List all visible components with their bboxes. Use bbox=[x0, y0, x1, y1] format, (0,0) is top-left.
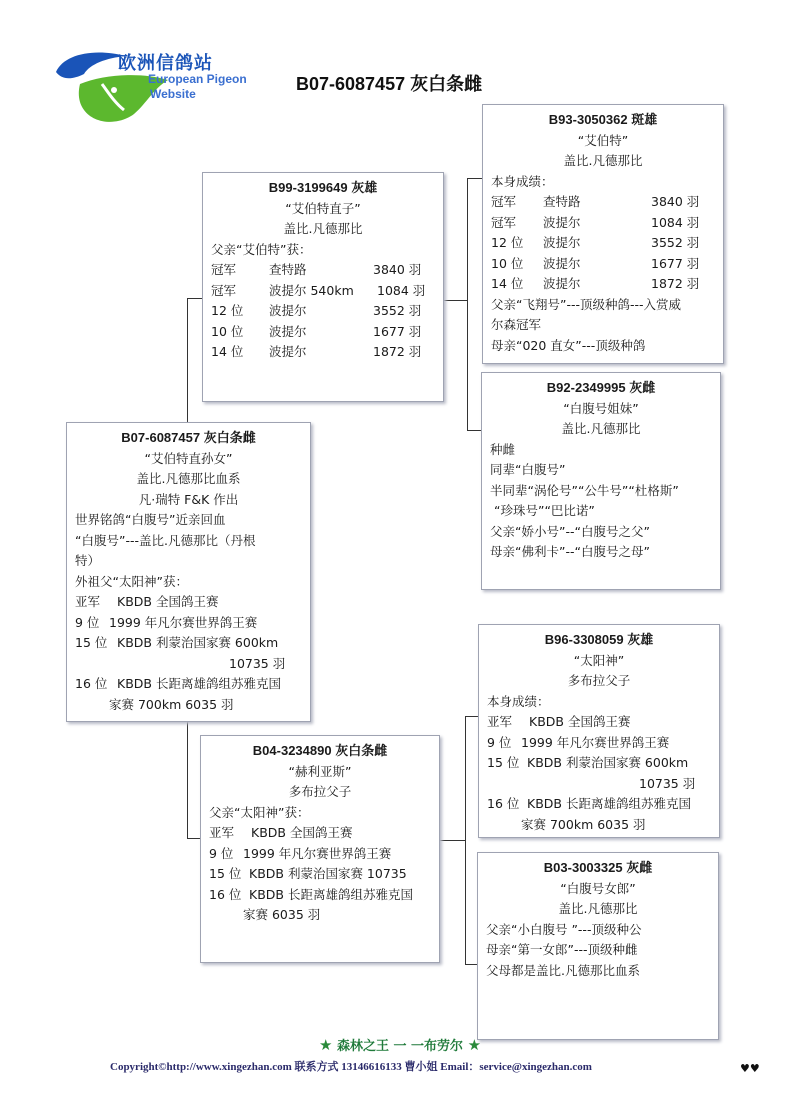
result-count: 1677 羽 bbox=[373, 323, 422, 339]
result-row bbox=[211, 281, 435, 302]
main-note-3: 特） bbox=[75, 553, 101, 568]
result-place: 14 位 bbox=[211, 344, 244, 359]
ss-nickname: “艾伯特” bbox=[577, 132, 629, 148]
result-count: 1084 羽 bbox=[377, 282, 426, 298]
logo-en-line1: European Pigeon bbox=[148, 72, 247, 86]
dam-results-intro: 父亲“太阳神”获： bbox=[209, 804, 310, 820]
dam-breeder: 多布拉父子 bbox=[288, 784, 352, 799]
sd-line: 种雌 bbox=[490, 441, 516, 457]
hearts-icon: ♥♥ bbox=[740, 1062, 760, 1075]
result-race: 1999 年凡尔赛世界鸽王赛 bbox=[521, 734, 670, 750]
result-race: 查特路 bbox=[543, 194, 581, 209]
result-place: 9 位 bbox=[75, 614, 100, 630]
footer-copyright[interactable]: Copyright©http://www.xingezhan.com 联系方式 13146616133 曹小姐 Email：service@xingezhan.com bbox=[110, 1061, 592, 1073]
result-count: 3840 羽 bbox=[373, 262, 422, 277]
result-race: KBDB 全国鸽王赛 bbox=[251, 825, 353, 840]
main-bloodline: 盖比.凡德那比血系 bbox=[136, 471, 241, 486]
result-row bbox=[487, 733, 711, 754]
ds-ring-number: B96-3308059 灰雄 bbox=[544, 632, 654, 647]
result-count: 3552 羽 bbox=[373, 303, 422, 318]
dam-dam-card bbox=[477, 852, 719, 1040]
result-place: 15 位 bbox=[487, 755, 520, 770]
connector-ss-h bbox=[467, 178, 482, 179]
logo-english-text bbox=[148, 72, 247, 102]
sd-ring-number: B92-2349995 灰雌 bbox=[546, 380, 656, 395]
sire-nickname: “艾伯特直子” bbox=[285, 200, 361, 216]
dd-breeder: 盖比.凡德那比 bbox=[558, 901, 638, 916]
result-row bbox=[209, 864, 431, 885]
result-race: 1999 年凡尔赛世界鸽王赛 bbox=[109, 614, 258, 630]
result-place: 15 位 bbox=[209, 866, 242, 881]
result-row bbox=[209, 885, 431, 906]
result-count: 1872 羽 bbox=[651, 276, 700, 291]
result-race: KBDB 全国鸽王赛 bbox=[117, 594, 219, 609]
connector-sire-out bbox=[444, 300, 468, 301]
result-race: 波提尔 bbox=[269, 303, 307, 318]
result-count: 3840 羽 bbox=[651, 194, 700, 209]
connector-dam-vertical bbox=[465, 716, 466, 964]
connector-dam-h bbox=[187, 838, 200, 839]
star-icon: ★ bbox=[318, 1036, 333, 1054]
connector-sd-h bbox=[467, 430, 481, 431]
result-race: KBDB 利蒙治国家赛 10735 bbox=[249, 866, 407, 881]
result-place: 亚军 bbox=[209, 825, 235, 840]
result-row-cont: 10735 羽 bbox=[229, 655, 286, 671]
result-place: 亚军 bbox=[75, 594, 101, 609]
ds-nickname: “太阳神” bbox=[573, 652, 625, 668]
ss-mother: 母亲“020 直女”---顶级种鸽 bbox=[491, 337, 646, 353]
footer-motto bbox=[0, 1035, 800, 1054]
dam-ring-number: B04-3234890 灰白条雌 bbox=[252, 743, 388, 758]
sd-line: 母亲“佛利卡”--“白腹号之母” bbox=[490, 544, 650, 559]
result-row bbox=[211, 301, 435, 322]
result-row bbox=[487, 794, 711, 815]
result-count: 1872 羽 bbox=[373, 344, 422, 359]
ss-results-intro: 本身成绩： bbox=[491, 173, 554, 189]
result-row bbox=[487, 712, 711, 733]
result-row-cont: 家赛 6035 羽 bbox=[243, 907, 321, 922]
sd-breeder: 盖比.凡德那比 bbox=[561, 421, 641, 436]
result-race: 查特路 bbox=[269, 262, 307, 277]
connector-dd-h bbox=[465, 964, 477, 965]
ss-breeder: 盖比.凡德那比 bbox=[563, 153, 643, 168]
result-race: 波提尔 bbox=[543, 214, 581, 230]
result-place: 16 位 bbox=[75, 676, 108, 691]
page-title: B07-6087457 灰白条雌 bbox=[296, 74, 483, 94]
result-race: KBDB 利蒙治国家赛 600km bbox=[527, 755, 689, 770]
connector-main-sire bbox=[187, 298, 188, 422]
result-row bbox=[211, 342, 435, 363]
connector-ds-h bbox=[465, 716, 478, 717]
result-race: 波提尔 bbox=[269, 344, 307, 359]
main-note-2: “白腹号”---盖比.凡德那比（丹根 bbox=[75, 532, 256, 548]
sire-dam-card bbox=[481, 372, 721, 590]
result-race: 波提尔 bbox=[543, 255, 581, 271]
sd-line: “珍珠号”“巴比诺” bbox=[494, 503, 595, 518]
result-place: 12 位 bbox=[211, 303, 244, 318]
site-logo[interactable] bbox=[50, 44, 290, 128]
result-row bbox=[75, 613, 302, 634]
ss-father: 父亲“飞翔号”---顶级种鸽---入赏威 bbox=[491, 296, 682, 312]
logo-chinese-text: 欧洲信鸽站 bbox=[118, 53, 213, 74]
result-row-cont: 家赛 700km 6035 羽 bbox=[109, 696, 234, 712]
result-count: 3552 羽 bbox=[651, 235, 700, 250]
result-place: 10 位 bbox=[491, 255, 524, 271]
motto-text: 森林之王 一 一布劳尔 bbox=[336, 1039, 464, 1054]
dam-nickname: “赫利亚斯” bbox=[288, 763, 352, 779]
ss-father-cont: 尔森冠军 bbox=[491, 317, 542, 332]
main-results-intro: 外祖父“太阳神”获： bbox=[75, 573, 188, 589]
result-place: 14 位 bbox=[491, 276, 524, 291]
result-place: 15 位 bbox=[75, 635, 108, 650]
connector-sire-h bbox=[187, 298, 202, 299]
sd-line: 同辈“白腹号” bbox=[490, 462, 566, 477]
ss-ring-number: B93-3050362 斑雄 bbox=[548, 112, 658, 127]
result-row bbox=[491, 274, 715, 295]
result-row bbox=[491, 192, 715, 213]
main-pigeon-card bbox=[66, 422, 311, 722]
main-bred-by: 凡·瑞特 F&K 作出 bbox=[138, 491, 239, 507]
result-race: 波提尔 bbox=[269, 323, 307, 339]
sd-nickname: “白腹号姐妹” bbox=[563, 400, 639, 416]
result-place: 亚军 bbox=[487, 714, 513, 729]
ds-results-intro: 本身成绩： bbox=[487, 693, 550, 709]
dd-nickname: “白腹号女郎” bbox=[560, 880, 636, 896]
logo-en-line2: Website bbox=[150, 87, 196, 101]
result-place: 冠军 bbox=[211, 262, 237, 277]
result-race: KBDB 利蒙治国家赛 600km bbox=[117, 635, 279, 650]
result-row bbox=[211, 322, 435, 343]
result-row bbox=[209, 844, 431, 865]
sd-line: 半同辈“涡伦号”“公牛号”“杜格斯” bbox=[490, 482, 679, 498]
result-race: 1999 年凡尔赛世界鸽王赛 bbox=[243, 845, 392, 861]
result-row-cont: 家赛 700km 6035 羽 bbox=[521, 816, 646, 832]
main-note-1: 世界铭鸽“白腹号”近亲回血 bbox=[75, 512, 226, 527]
result-race: 波提尔 bbox=[543, 276, 581, 291]
result-row bbox=[75, 592, 302, 613]
sire-results-intro: 父亲“艾伯特”获： bbox=[211, 241, 312, 257]
result-race: KBDB 全国鸽王赛 bbox=[529, 714, 631, 729]
result-place: 9 位 bbox=[487, 734, 512, 750]
ds-breeder: 多布拉父子 bbox=[567, 673, 631, 688]
result-place: 冠军 bbox=[491, 214, 517, 230]
result-place: 16 位 bbox=[209, 886, 242, 902]
result-place: 9 位 bbox=[209, 845, 234, 861]
dam-sire-card bbox=[478, 624, 720, 838]
result-count: 1677 羽 bbox=[651, 255, 700, 271]
sd-line: 父亲“娇小号”--“白腹号之父” bbox=[490, 523, 650, 539]
main-nickname: “艾伯特直孙女” bbox=[144, 450, 233, 466]
result-row bbox=[487, 753, 711, 774]
result-row bbox=[491, 233, 715, 254]
sire-card bbox=[202, 172, 444, 402]
star-icon: ★ bbox=[467, 1036, 482, 1054]
result-race: 波提尔 bbox=[543, 235, 581, 250]
result-count: 1084 羽 bbox=[651, 214, 700, 230]
dd-line: 母亲“第一女郎”---顶级种雌 bbox=[486, 942, 638, 957]
result-race: KBDB 长距离雄鸽组苏雅克国 bbox=[117, 676, 281, 691]
connector-dam-out bbox=[440, 840, 466, 841]
result-row-cont: 10735 羽 bbox=[639, 775, 696, 791]
sire-sire-card bbox=[482, 104, 724, 364]
dd-ring-number: B03-3003325 灰雌 bbox=[543, 860, 653, 875]
result-row bbox=[75, 674, 302, 695]
connector-sire-vertical bbox=[467, 178, 468, 430]
result-place: 冠军 bbox=[491, 194, 517, 209]
result-place: 10 位 bbox=[211, 323, 244, 339]
main-ring-number: B07-6087457 灰白条雌 bbox=[121, 430, 256, 445]
result-place: 12 位 bbox=[491, 235, 524, 250]
result-place: 冠军 bbox=[211, 282, 237, 298]
dd-line: 父母都是盖比.凡德那比血系 bbox=[486, 962, 640, 978]
result-race: KBDB 长距离雄鸽组苏雅克国 bbox=[249, 886, 413, 902]
result-race: KBDB 长距离雄鸽组苏雅克国 bbox=[527, 796, 691, 811]
result-row bbox=[491, 213, 715, 234]
result-row bbox=[211, 260, 435, 281]
sire-breeder: 盖比.凡德那比 bbox=[283, 221, 363, 236]
connector-main-dam bbox=[187, 722, 188, 838]
sire-ring-number: B99-3199649 灰雄 bbox=[268, 180, 378, 195]
result-row bbox=[491, 254, 715, 275]
dd-line: 父亲“小白腹号 ”---顶级种公 bbox=[486, 921, 642, 937]
result-row bbox=[209, 823, 431, 844]
result-place: 16 位 bbox=[487, 796, 520, 811]
dam-card bbox=[200, 735, 440, 963]
result-race: 波提尔 540km bbox=[269, 282, 354, 298]
result-row bbox=[75, 633, 302, 654]
